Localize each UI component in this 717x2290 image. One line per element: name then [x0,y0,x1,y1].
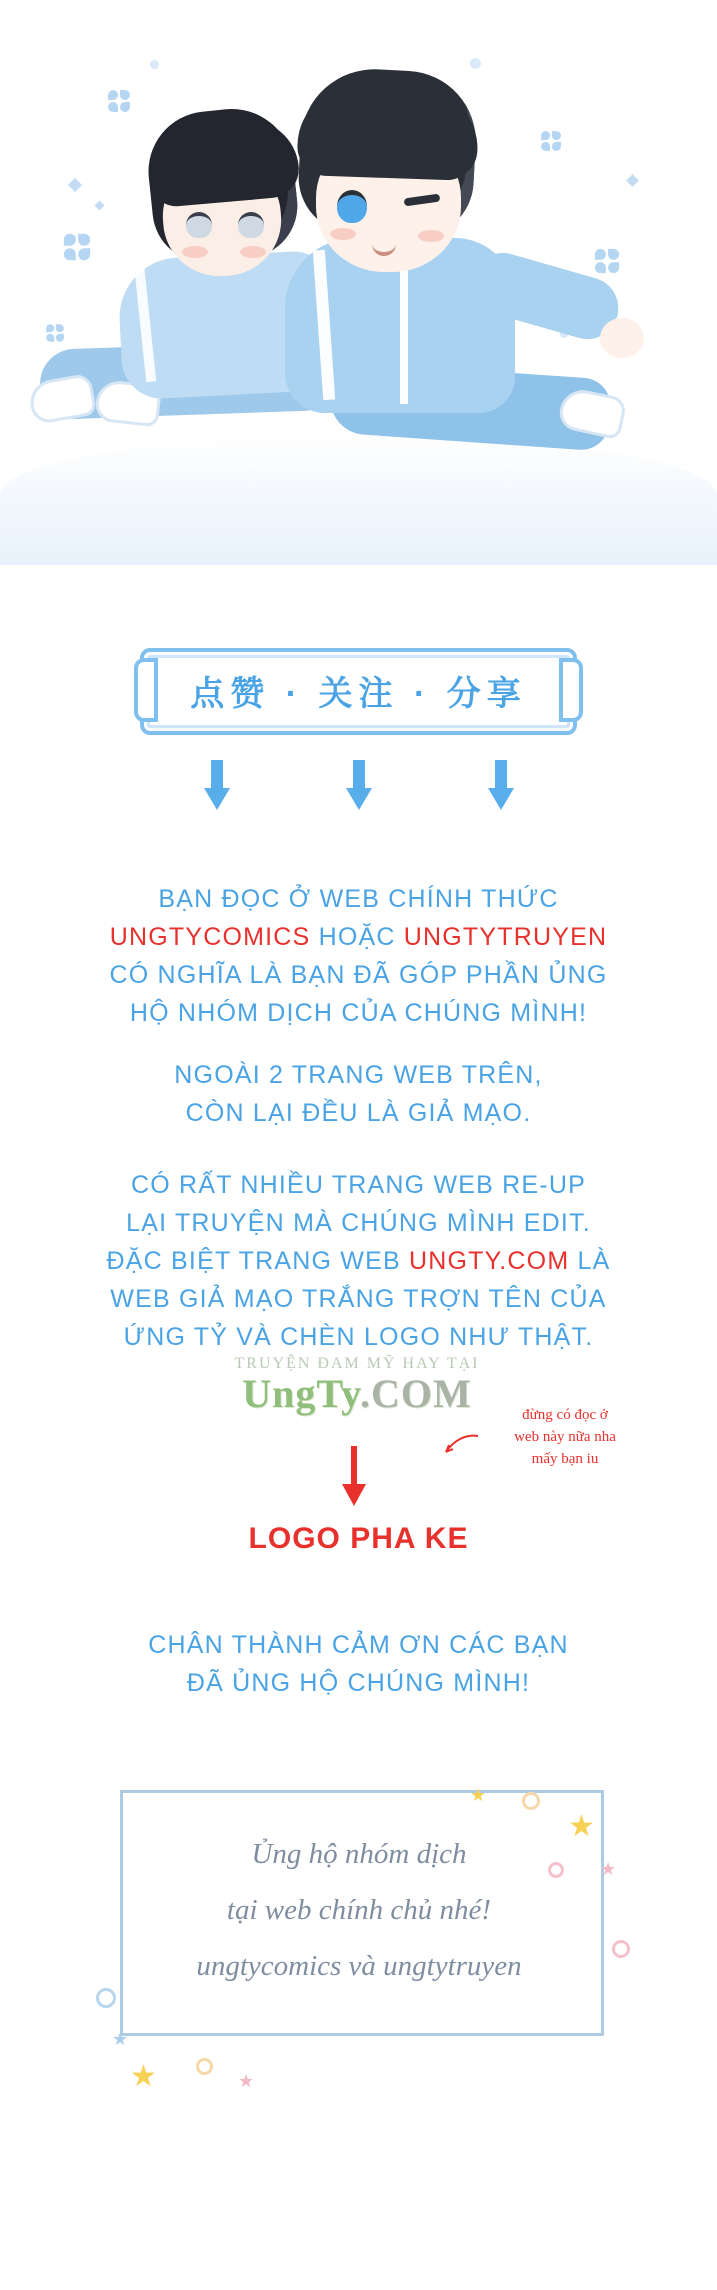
fake-site-side-note [470,1404,660,1470]
notice-block-official-sites [0,880,717,1032]
snow-ground [0,435,717,565]
site-ungtycomics: UNGTYCOMICS [109,923,311,951]
notice-line-sites [0,918,717,956]
red-down-arrow-icon [342,1446,366,1508]
support-line: ungtycomics và ungtytruyen [196,1950,522,1982]
notice-line: ỨNG TỶ VÀ CHÈN LOGO NHƯ THẬT. [123,1323,594,1351]
star-icon: ★ [470,1785,487,1805]
ring-decor [522,1792,540,1810]
notice-line: CHÂN THÀNH CẢM ƠN CÁC BẠN [148,1631,569,1659]
fake-logo-sample [232,1355,482,1415]
flower-icon [46,324,64,342]
notice-line: NGOÀI 2 TRANG WEB TRÊN, [174,1061,543,1089]
fake-logo-tagline: TRUYỆN ĐAM MỸ HAY TẠI [234,1355,480,1372]
down-arrow-icon [204,760,230,814]
sparkle-icon [68,178,82,192]
flower-icon [595,249,619,273]
notice-block-thanks [0,1626,717,1702]
chibi-illustration [0,0,717,620]
notice-block-fake-warning [0,1056,717,1132]
banner-text: 点赞 · 关注 · 分享 [190,675,527,713]
blush [182,246,208,258]
sparkle-icon [95,201,105,211]
notice-line: CÒN LẠI ĐỀU LÀ GIẢ MẠO. [185,1099,532,1127]
notice-line: CÓ NGHĨA LÀ BẠN ĐÃ GÓP PHẦN ỦNG [109,961,608,989]
blush [330,228,356,240]
star-icon: ★ [568,1810,595,1843]
flower-icon [108,90,130,112]
flower-icon [64,234,90,260]
ribbon-right-icon [559,658,583,722]
star-icon: ★ [238,2071,255,2091]
star-icon: ★ [112,2029,129,2049]
support-card-text [120,1826,598,1994]
front-boy-eye-left [337,190,367,223]
prefix-dac-biet: ĐẶC BIỆT TRANG WEB [106,1247,409,1275]
sparkle-icon [626,174,639,187]
ring-decor [96,1988,116,2008]
fake-logo-tld: .COM [359,1371,472,1416]
notice-line: LẠI TRUYỆN MÀ CHÚNG MÌNH EDIT. [126,1209,591,1237]
notice-block-reup-warning [0,1166,717,1356]
dot-decor [470,58,481,69]
notice-line: BẠN ĐỌC Ở WEB CHÍNH THỨC [158,885,559,913]
banner-wrap [0,648,717,735]
fake-logo-wordmark [232,1373,482,1415]
down-arrow-icon [346,760,372,814]
logo-fake-label: LOGO PHA KE [248,1522,469,1555]
side-note-line: đừng có đọc ở [522,1407,608,1423]
front-boy-hand [600,318,644,358]
notice-line: HỘ NHÓM DỊCH CỦA CHÚNG MÌNH! [129,999,588,1027]
notice-line: ĐÃ ỦNG HỘ CHÚNG MÌNH! [186,1669,531,1697]
notice-line: WEB GIẢ MẠO TRẮNG TRỢN TÊN CỦA [110,1285,607,1313]
ring-decor [548,1862,564,1878]
notice-line: CÓ RẤT NHIỀU TRANG WEB RE-UP [131,1171,586,1199]
like-follow-share-banner [140,648,576,735]
site-ungtytruyen: UNGTYTRUYEN [403,923,608,951]
suffix-la: LÀ [569,1247,611,1275]
front-boy-bangs [296,83,479,181]
flower-icon [541,131,561,151]
support-line: Ủng hộ nhóm dịch [251,1838,467,1870]
side-note-line: web này nữa nha [514,1429,616,1445]
notice-line-fake-site [0,1242,717,1280]
dot-decor [150,60,159,69]
star-icon: ★ [600,1859,617,1879]
ring-decor [196,2058,213,2075]
fake-site-domain: UNGTY.COM [409,1247,570,1275]
conjunction-hoac: HOẶC [310,923,404,951]
fake-logo-name: UngTy [242,1371,360,1416]
ribbon-left-icon [134,658,158,722]
ring-decor [612,1940,630,1958]
back-boy-eye-left [186,212,212,238]
blush [418,230,444,242]
down-arrow-icon [488,760,514,814]
down-arrows-group [0,760,717,814]
back-boy-eye-right [238,212,264,238]
support-line: tại web chính chủ nhé! [226,1894,492,1926]
blush [240,246,266,258]
star-icon: ★ [130,2060,157,2093]
side-note-line: mấy bạn iu [531,1451,599,1467]
